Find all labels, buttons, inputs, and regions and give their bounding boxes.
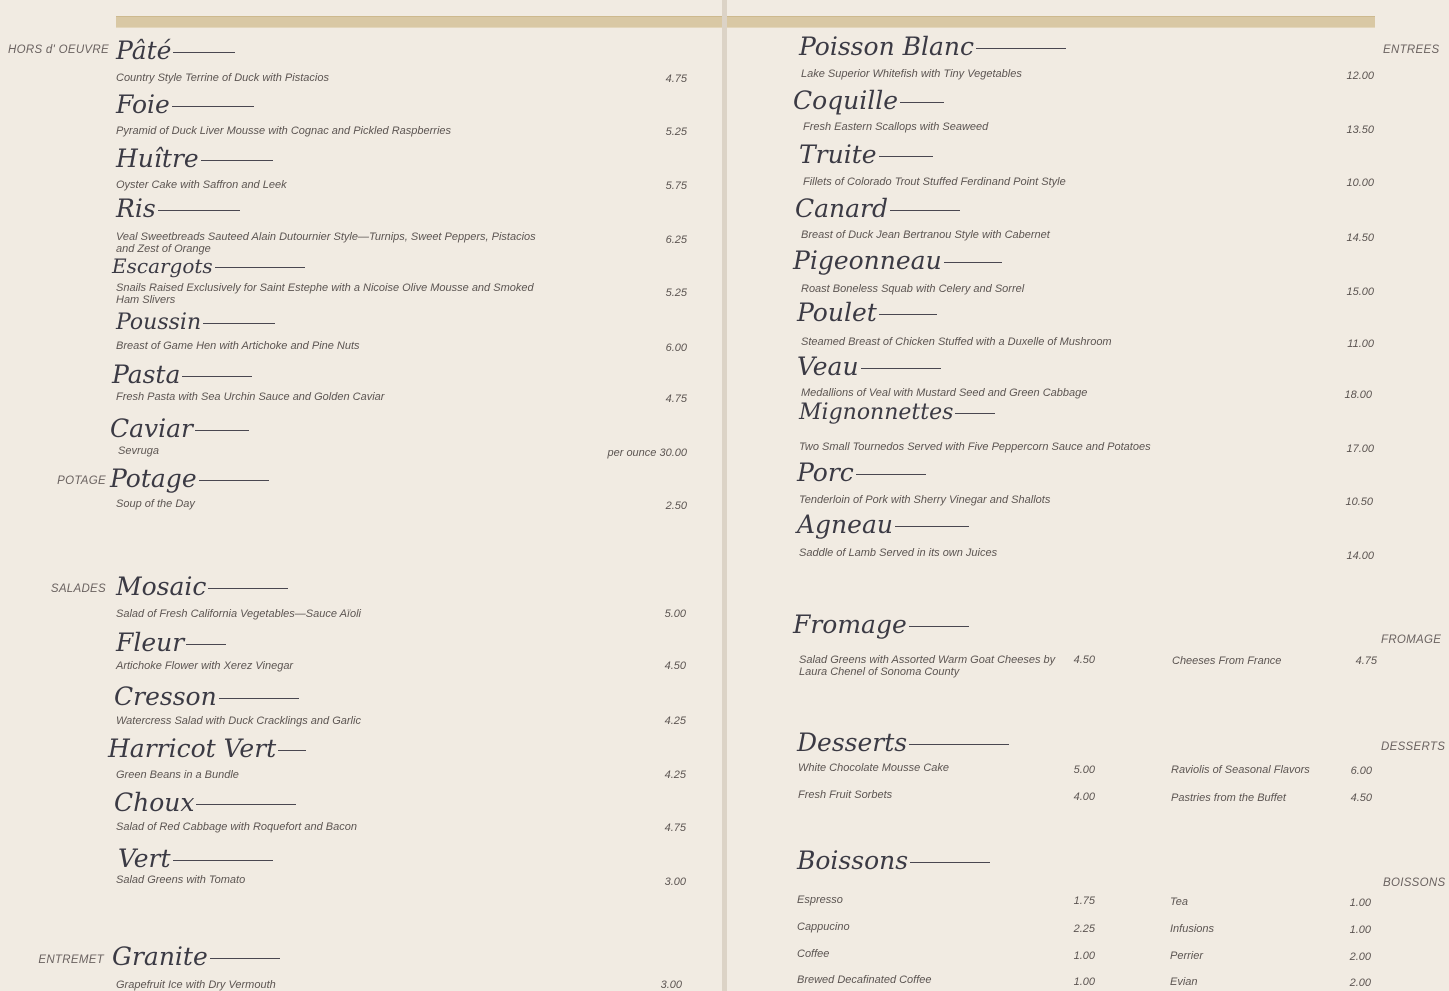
category-boissons: BOISSONS — [1383, 877, 1446, 889]
item-script-name: Ris — [116, 196, 240, 221]
dessert-description: White Chocolate Mousse Cake — [798, 762, 950, 774]
item-description: Steamed Breast of Chicken Stuffed with a Duxelle of Mushroom — [801, 336, 1112, 348]
item-script-name: Cresson — [114, 684, 299, 709]
item-script-name: Pâté — [116, 38, 235, 63]
item-price: 12.00 — [1346, 70, 1374, 82]
item-script-name: Poisson Blanc — [799, 34, 1066, 59]
item-price: 4.25 — [664, 715, 686, 727]
item-description: Watercress Salad with Duck Cracklings and Garlic — [116, 715, 361, 727]
item-script-name: Huître — [116, 146, 273, 171]
item-description: Salad of Red Cabbage with Roquefort and Bacon — [116, 821, 357, 833]
item-script-name: Granite — [112, 944, 280, 969]
category-fromage: FROMAGE — [1381, 634, 1442, 646]
item-description: Fresh Pasta with Sea Urchin Sauce and Golden Caviar — [116, 391, 385, 403]
dessert-price: 6.00 — [1350, 765, 1372, 777]
item-description: Soup of the Day — [116, 498, 195, 510]
item-script-name: Pasta — [112, 362, 252, 387]
item-price: 17.00 — [1346, 443, 1374, 455]
item-script-name: Potage — [110, 466, 269, 491]
item-script-name: Porc — [797, 460, 926, 485]
category-entrees: ENTREES — [1383, 44, 1440, 56]
item-description: Medallions of Veal with Mustard Seed and Green Cabbage — [801, 387, 1088, 399]
item-price: 6.25 — [665, 234, 687, 246]
dessert-price: 4.00 — [1073, 791, 1095, 803]
item-script-name: Foie — [116, 92, 254, 117]
item-price: 11.00 — [1347, 338, 1374, 350]
item-description: Oyster Cake with Saffron and Leek — [116, 179, 287, 191]
beverage-price: 1.00 — [1073, 976, 1095, 988]
item-price: 18.00 — [1344, 389, 1372, 401]
beverage-price: 2.00 — [1349, 951, 1371, 963]
item-description: Breast of Duck Jean Bertranou Style with Cabernet — [801, 229, 1050, 241]
boissons-script-name: Boissons — [797, 848, 990, 873]
beverage-name: Espresso — [797, 894, 843, 906]
item-script-name: Mignonnettes — [799, 402, 995, 424]
item-price: 4.75 — [664, 822, 686, 834]
dessert-price: 5.00 — [1073, 764, 1095, 776]
beverage-price: 1.00 — [1073, 950, 1095, 962]
item-description: Veal Sweetbreads Sauteed Alain Dutournier Style—Turnips, Sweet Peppers, Pistacios and Zest of Orange — [116, 231, 536, 255]
item-description: Tenderloin of Pork with Sherry Vinegar and Shallots — [799, 494, 1051, 506]
item-script-name: Caviar — [110, 416, 249, 441]
item-price: 3.00 — [664, 876, 686, 888]
item-price: 2.50 — [665, 500, 687, 512]
item-script-name: Poulet — [797, 300, 937, 325]
beverage-name: Evian — [1170, 976, 1198, 988]
item-price: 4.25 — [664, 769, 686, 781]
item-description: Fillets of Colorado Trout Stuffed Ferdinand Point Style — [803, 176, 1066, 188]
fromage-description: Cheeses From France — [1172, 655, 1282, 667]
item-price: 5.00 — [664, 608, 686, 620]
item-description: Green Beans in a Bundle — [116, 769, 239, 781]
item-price: 10.00 — [1346, 177, 1374, 189]
beverage-price: 1.00 — [1349, 924, 1371, 936]
item-price: 13.50 — [1346, 124, 1374, 136]
item-description: Sevruga — [118, 445, 159, 457]
item-description: Breast of Game Hen with Artichoke and Pine Nuts — [116, 340, 360, 352]
gold-rule — [116, 16, 722, 28]
category-entremet: ENTREMET — [38, 954, 104, 966]
item-description: Saddle of Lamb Served in its own Juices — [799, 547, 998, 559]
fromage-script-name: Fromage — [793, 612, 969, 637]
beverage-name: Brewed Decafinated Coffee — [797, 974, 932, 986]
beverage-name: Tea — [1170, 896, 1188, 908]
item-script-name: Coquille — [793, 88, 944, 113]
beverage-price: 1.75 — [1073, 895, 1095, 907]
beverage-price: 2.00 — [1349, 977, 1371, 989]
beverage-price: 1.00 — [1349, 897, 1371, 909]
item-script-name: Escargots — [112, 256, 305, 276]
item-script-name: Canard — [795, 196, 960, 221]
item-description: Snails Raised Exclusively for Saint Estephe with a Nicoise Olive Mousse and Smoked Ham Slivers — [116, 282, 534, 306]
beverage-name: Infusions — [1170, 923, 1215, 935]
item-script-name: Vert — [118, 846, 273, 871]
dessert-description: Fresh Fruit Sorbets — [798, 789, 893, 801]
category-desserts: DESSERTS — [1381, 741, 1446, 753]
item-script-name: Veau — [797, 354, 941, 379]
item-script-name: Truite — [799, 142, 933, 167]
item-price: 4.75 — [665, 393, 687, 405]
item-price: 5.25 — [665, 287, 687, 299]
item-script-name: Pigeonneau — [793, 248, 1002, 273]
item-price: per ounce 30.00 — [607, 447, 687, 459]
fromage-price: 4.75 — [1355, 655, 1377, 667]
item-price: 3.00 — [660, 979, 682, 991]
item-description: Artichoke Flower with Xerez Vinegar — [116, 660, 294, 672]
item-price: 14.50 — [1346, 232, 1374, 244]
fromage-description: Salad Greens with Assorted Warm Goat Cheeses by Laura Chenel of Sonoma County — [799, 654, 1056, 678]
beverage-name: Perrier — [1170, 950, 1204, 962]
item-price: 10.50 — [1345, 496, 1373, 508]
item-description: Salad Greens with Tomato — [116, 874, 246, 886]
category-salades: SALADES — [50, 583, 106, 595]
dessert-description: Pastries from the Buffet — [1171, 792, 1286, 804]
item-description: Country Style Terrine of Duck with Pistacios — [116, 72, 329, 84]
item-price: 4.75 — [665, 73, 687, 85]
item-script-name: Choux — [114, 790, 296, 815]
dessert-price: 4.50 — [1350, 792, 1372, 804]
item-description: Fresh Eastern Scallops with Seaweed — [803, 121, 989, 133]
fromage-price: 4.50 — [1073, 654, 1095, 666]
item-description: Pyramid of Duck Liver Mousse with Cognac and Pickled Raspberries — [116, 125, 452, 137]
menu-page-left — [0, 0, 722, 991]
beverage-name: Coffee — [797, 948, 830, 960]
item-description: Lake Superior Whitefish with Tiny Vegetables — [801, 68, 1022, 80]
item-script-name: Poussin — [116, 312, 275, 334]
item-price: 14.00 — [1346, 550, 1374, 562]
category-hors-doeuvre: HORS d' OEUVRE — [8, 44, 109, 56]
beverage-name: Cappucino — [797, 921, 850, 933]
category-potage: POTAGE — [57, 475, 106, 487]
item-script-name: Agneau — [797, 512, 969, 537]
gold-rule — [727, 16, 1375, 28]
item-price: 15.00 — [1346, 286, 1374, 298]
menu-page-right — [727, 0, 1449, 991]
item-script-name: Fleur — [116, 630, 226, 655]
item-price: 5.25 — [665, 126, 687, 138]
item-description: Salad of Fresh California Vegetables—Sauce Aïoli — [116, 608, 361, 620]
item-script-name: Mosaic — [116, 574, 288, 599]
dessert-description: Raviolis of Seasonal Flavors — [1171, 764, 1310, 776]
item-description: Roast Boneless Squab with Celery and Sorrel — [801, 283, 1025, 295]
desserts-script-name: Desserts — [797, 730, 1009, 755]
item-description: Grapefruit Ice with Dry Vermouth — [116, 979, 276, 991]
item-description: Two Small Tournedos Served with Five Peppercorn Sauce and Potatoes — [799, 441, 1151, 453]
item-price: 5.75 — [665, 180, 687, 192]
beverage-price: 2.25 — [1073, 923, 1095, 935]
item-script-name: Harricot Vert — [108, 736, 306, 761]
item-price: 6.00 — [665, 342, 687, 354]
item-price: 4.50 — [664, 660, 686, 672]
